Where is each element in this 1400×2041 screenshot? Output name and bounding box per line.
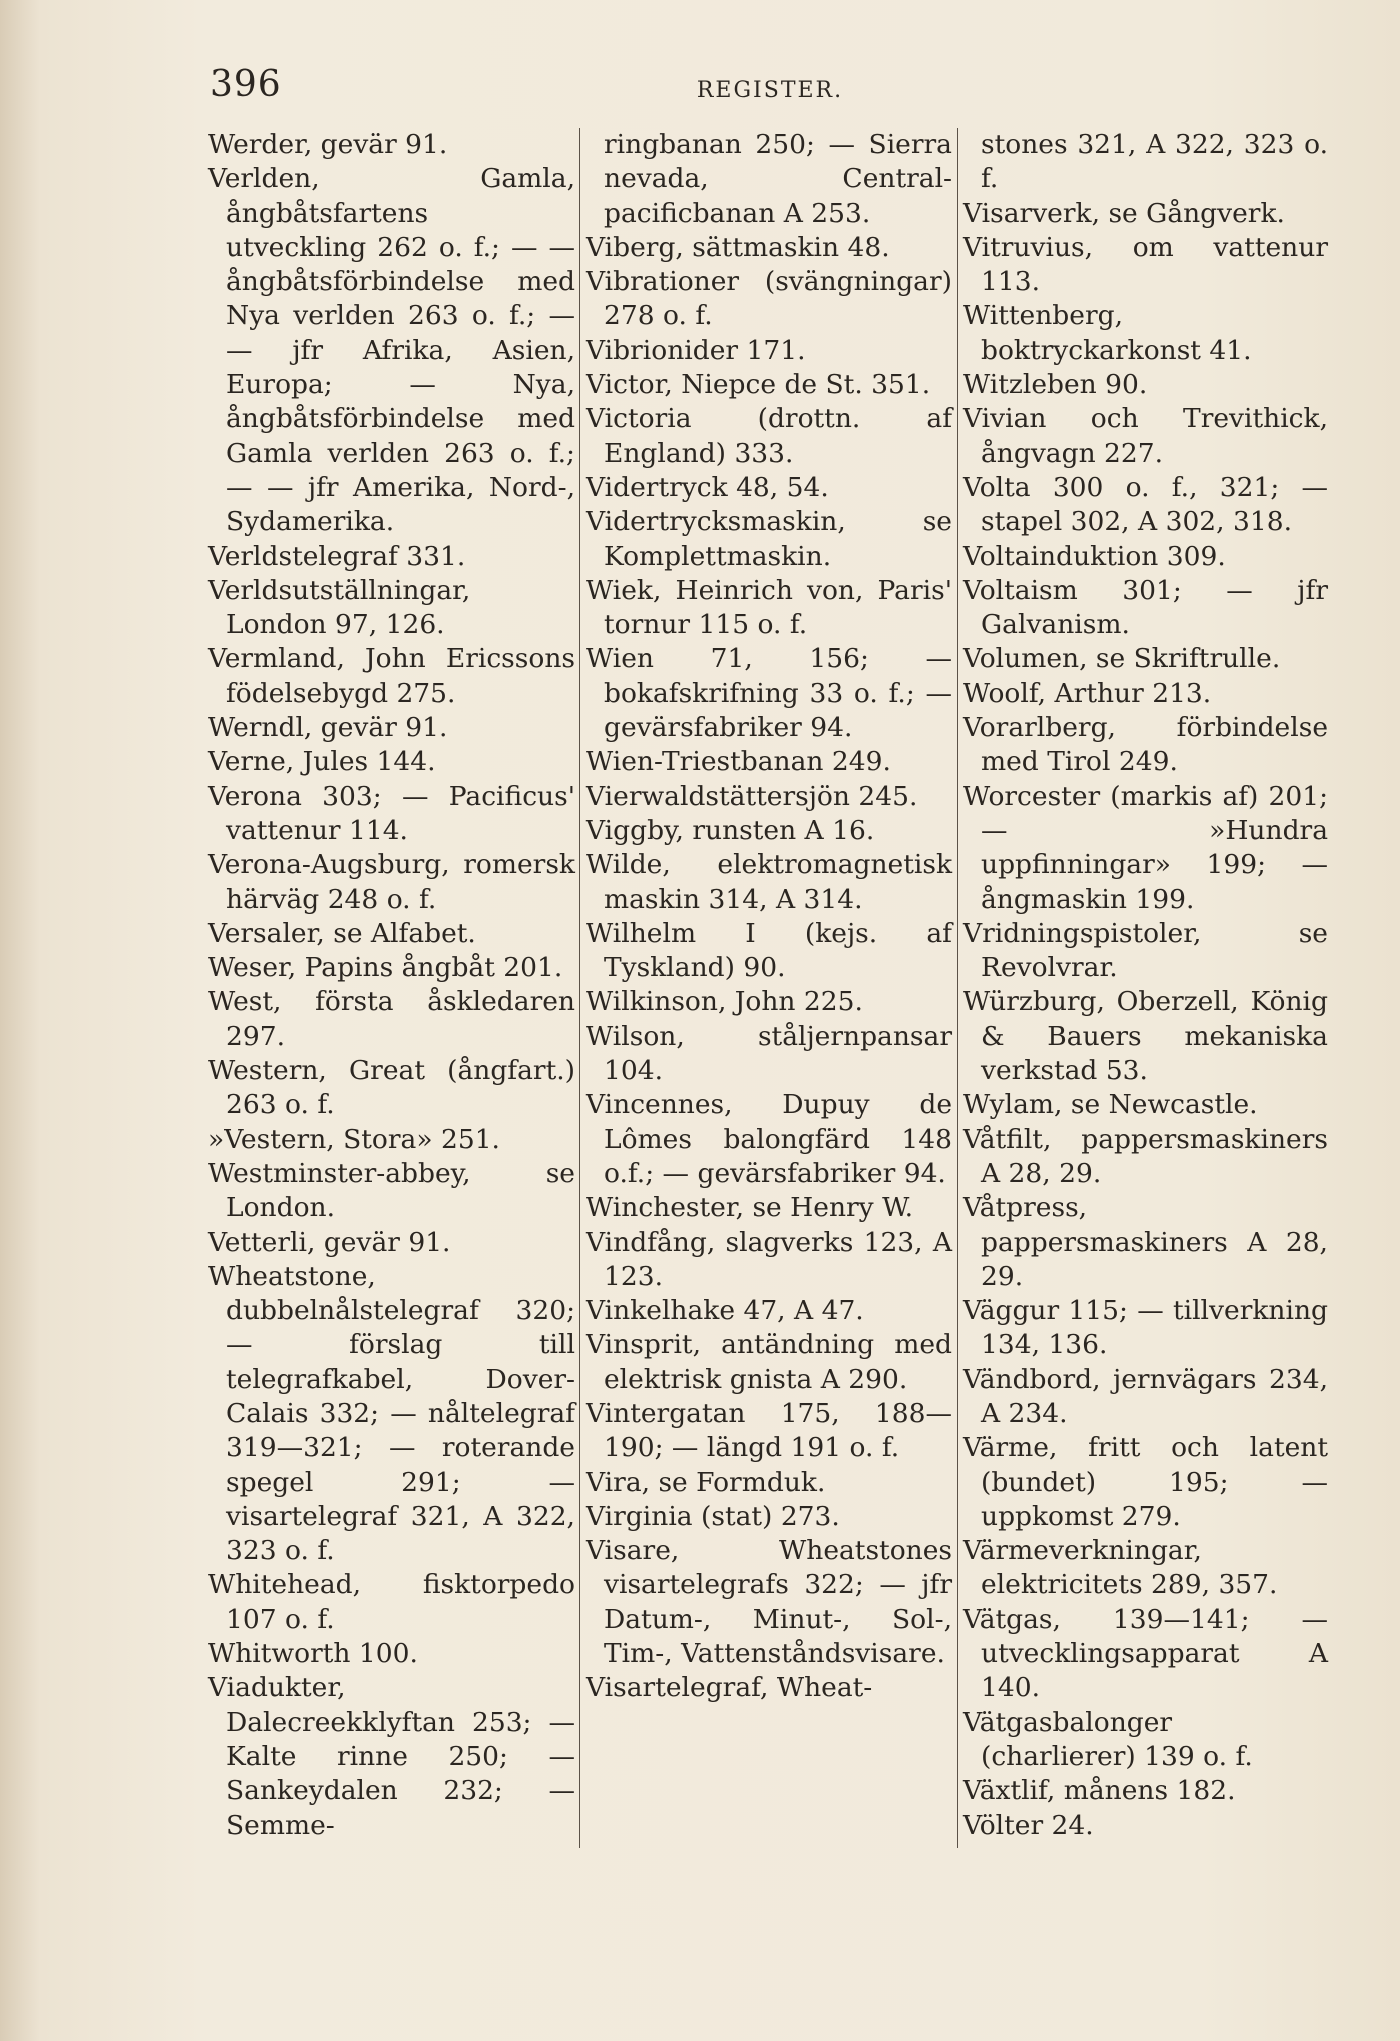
index-entry: Wien-Triestbanan 249. [586,746,891,778]
index-entry: »Vestern, Stora» 251. [208,1123,500,1155]
index-column-2 [586,128,952,1848]
index-entry: Vivian och Trevithick, ångvagn 227. [963,403,1328,469]
index-entry: Victor, Niepce de St. 351. [586,369,931,401]
index-entry: Verona 303; — Pacificus' vattenur 114. [208,780,575,846]
register-columns [208,128,1328,1848]
index-entry: Visartelegraf, Wheat- [586,1672,873,1704]
index-column-1 [208,128,575,1848]
index-entry: Volumen, se Skriftrulle. [963,643,1281,675]
index-entry: Wilkinson, John 225. [586,986,863,1018]
index-column-3 [963,128,1328,1848]
column-divider [579,128,580,1848]
index-entry: Winchester, se Henry W. [586,1192,914,1224]
index-entry: Verldstelegraf 331. [208,540,466,572]
index-entry: Westminster-abbey, se London. [208,1157,575,1224]
index-entry: Worcester (markis af) 201; — »Hundra uppfinningar» 199; — ångmaskin 199. [963,780,1328,915]
index-entry: Värme, fritt och latent (bundet) 195; — uppkomst 279. [963,1432,1328,1532]
index-entry: Wilson, ståljernpansar 104. [586,1020,952,1087]
index-entry: Vätgasbalonger (charlierer) 139 o. f. [963,1706,1253,1772]
index-entry: Vintergatan 175, 188—190; — längd 191 o. f. [586,1397,952,1464]
index-entry: Vermland, John Ericssons födelsebygd 275. [208,643,575,709]
index-entry: Wilhelm I (kejs. af Tyskland) 90. [586,917,952,984]
index-entry: Väggur 115; — tillverkning 134, 136. [963,1295,1328,1361]
index-entry: Vändbord, jernvägars 234, A 234. [963,1363,1328,1429]
index-entry: Wien 71, 156; — bokafskrifning 33 o. f.; — gevärsfabriker 94. [586,643,952,744]
index-entry: Våtfilt, pappersmaskiners A 28, 29. [963,1123,1328,1189]
index-entry: Werndl, gevär 91. [208,712,448,744]
index-entry: Vira, se Formduk. [586,1466,826,1498]
index-entry: Wylam, se Newcastle. [963,1089,1258,1121]
index-entry: Värmeverkningar, elektricitets 289, 357. [963,1535,1278,1601]
running-head: REGISTER. [696,78,844,103]
index-entry: Western, Great (ångfart.) 263 o. f. [208,1055,575,1121]
index-entry: Verlden, Gamla, ångbåtsfartens utveckling 262 o. f.; — — ångbåtsförbindelse med Nya verlden 263 o. f.; — — jfr Afrika, Asien, Europa; — Nya, ångbåtsförbindelse med Gamla verlden 263 o. f.; — — jfr Amerika, Nord-, Sydamerika. [208,163,575,538]
index-entry: Whitehead, fisktorpedo 107 o. f. [208,1569,575,1635]
index-entry: Vätgas, 139—141; — utvecklingsapparat A 140. [963,1603,1328,1704]
column-divider [957,128,958,1848]
index-entry: Würzburg, Oberzell, König & Bauers mekaniska verkstad 53. [963,986,1328,1087]
index-entry: Volta 300 o. f., 321; — stapel 302, A 302, 318. [963,471,1328,538]
index-entry: Vierwaldstättersjön 245. [586,780,918,812]
index-entry: Viberg, sättmaskin 48. [586,231,890,263]
index-entry: Verne, Jules 144. [208,746,436,778]
page-number: 396 [210,64,282,105]
index-entry: Visare, Wheatstones visartelegrafs 322; — jfr Datum-, Minut-, Sol-, Tim-, Vattenståndsvisare. [586,1535,952,1670]
index-entry: Viggby, runsten A 16. [586,814,875,846]
index-entry-continuation: ringbanan 250; — Sierra nevada, Central-pacificbanan A 253. [604,129,952,229]
index-entry: Wittenberg, boktryckarkonst 41. [963,300,1252,366]
index-entry: Verona-Augsburg, romersk härväg 248 o. f. [208,849,575,915]
index-entry: Vinkelhake 47, A 47. [586,1295,864,1327]
index-entry: Versaler, se Alfabet. [208,917,476,949]
page-header [210,64,1330,114]
index-entry: Vidertrycksmaskin, se Komplettmaskin. [586,506,952,572]
index-entry: Wheatstone, dubbelnålstelegraf 320; — förslag till telegrafkabel, Dover-Calais 332; — nåltelegraf 319—321; — roterande spegel 291; — visartelegraf 321, A 322, 323 o. f. [208,1260,575,1567]
index-entry: Voltainduktion 309. [963,540,1226,572]
index-entry: Wilde, elektromagnetisk maskin 314, A 314. [586,849,952,915]
index-entry: Verldsutställningar, London 97, 126. [208,574,471,641]
index-entry: West, första åskledaren 297. [208,986,575,1052]
index-entry: Vibrationer (svängningar) 278 o. f. [586,266,952,332]
index-entry: Växtlif, månens 182. [963,1775,1236,1807]
index-entry-continuation: stones 321, A 322, 323 o. f. [981,129,1328,195]
index-entry: Vindfång, slagverks 123, A 123. [586,1226,952,1292]
index-entry: Voltaism 301; — jfr Galvanism. [963,574,1328,641]
index-entry: Virginia (stat) 273. [586,1500,840,1532]
index-entry: Vorarlberg, förbindelse med Tirol 249. [963,712,1328,778]
index-entry: Vincennes, Dupuy de Lômes balongfärd 148 o.f.; — gevärsfabriker 94. [586,1089,952,1189]
index-entry: Vinsprit, antändning med elektrisk gnista A 290. [586,1329,952,1395]
index-entry: Whitworth 100. [208,1638,418,1670]
index-entry: Vitruvius, om vattenur 113. [963,231,1328,298]
index-entry: Vridningspistoler, se Revolvrar. [963,917,1328,984]
index-entry: Witzleben 90. [963,369,1148,401]
index-entry: Victoria (drottn. af England) 333. [586,403,952,469]
index-entry: Våtpress, pappersmaskiners A 28, 29. [963,1192,1328,1292]
index-entry: Vibrionider 171. [586,334,806,366]
index-entry: Werder, gevär 91. [208,129,448,160]
index-entry: Woolf, Arthur 213. [963,677,1212,709]
index-entry: Visarverk, se Gångverk. [963,197,1285,229]
index-entry: Weser, Papins ångbåt 201. [208,952,563,984]
index-entry: Völter 24. [963,1809,1094,1841]
index-entry: Viadukter, Dalecreekklyftan 253; — Kalte rinne 250; — Sankeydalen 232; — Semme- [208,1672,575,1841]
index-entry: Vetterli, gevär 91. [208,1226,451,1258]
index-entry: Vidertryck 48, 54. [586,471,829,503]
index-entry: Wiek, Heinrich von, Paris' tornur 115 o. f. [586,574,952,641]
